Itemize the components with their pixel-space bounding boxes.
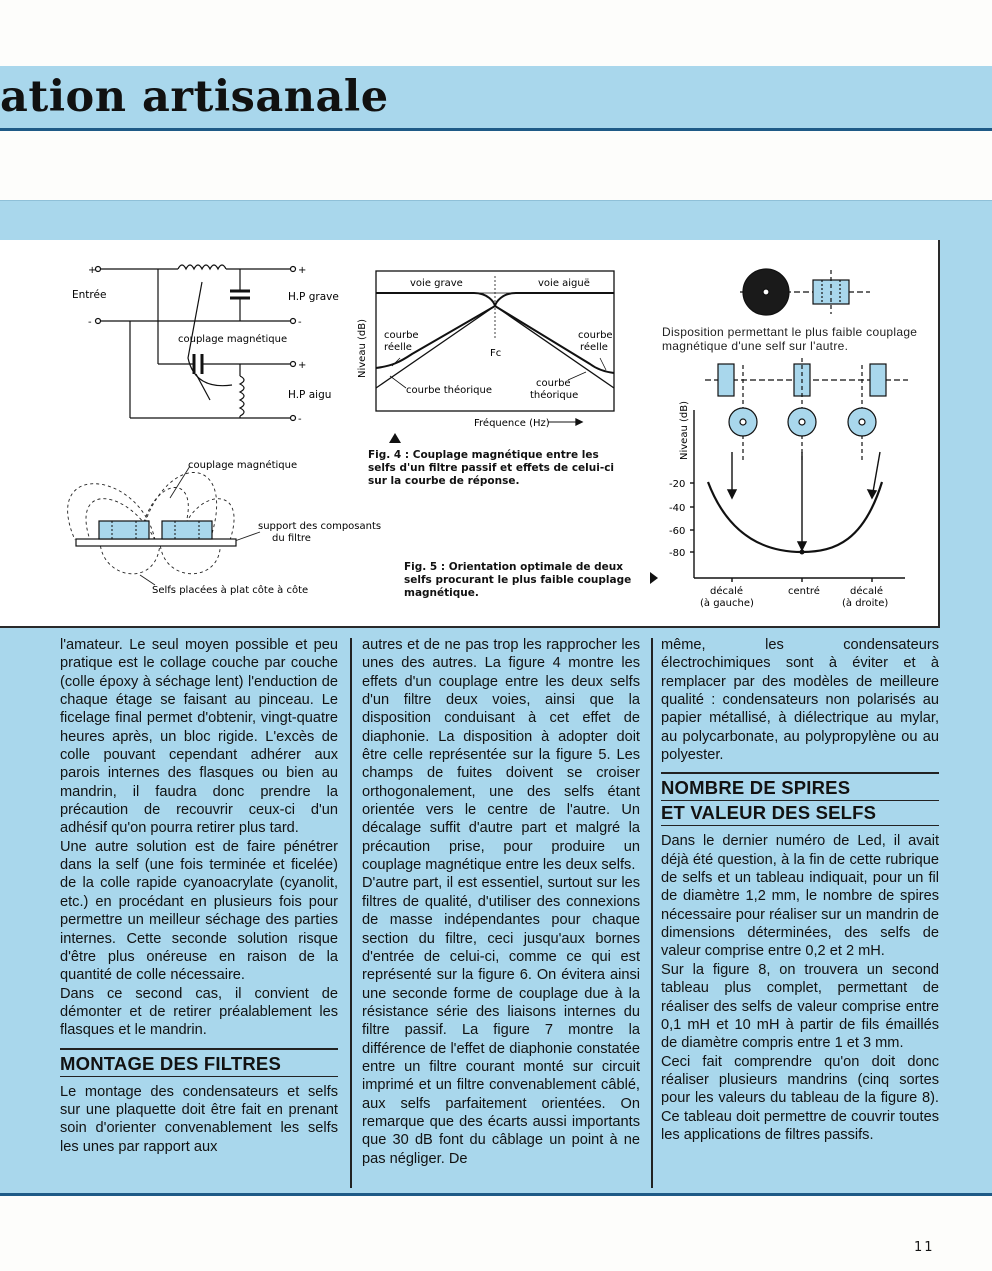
couplage-label-2: couplage magnétique	[188, 460, 298, 471]
fig5-xlabel-right-2: (à droite)	[842, 598, 889, 609]
col1-paragraph-1: l'amateur. Le seul moyen possible et peu pratique est le collage couche par couche (colle époxy à séchage lent) l'enduction de chaque étage se faisant au pinceau. Le ficelage final permet d'obtenir, vingt-quatre heures après, un bloc rigide. L'excès de colle pouvant cependant adhérer aux parois internes des flasques ou bien au mandrin, il faudra donc prendre la précaution de recouvrir ceux-ci d'un adhésif qu'on pourra retirer plus tard.	[60, 637, 338, 837]
entree-label: Entrée	[72, 289, 107, 301]
title-band	[0, 66, 992, 131]
voie-aigue-label: voie aiguë	[538, 278, 590, 289]
courbe-reelle-left-2: réelle	[384, 342, 412, 353]
fig5-pointer-arrow	[650, 572, 658, 584]
courbe-theorique-right-2: théorique	[530, 390, 579, 401]
col3-paragraph-3: Sur la figure 8, on trouvera un second tableau plus complet, permettant de réaliser des selfs de valeur comprise entre 0,1 mH et 10 mH à partir de fils émaillés de diamètre compris entre 1 et 3 mm.	[661, 961, 939, 1052]
fig5-tick-80: -80	[669, 548, 686, 559]
page-title: ation artisanale	[0, 72, 389, 122]
fig4-pointer-arrow	[389, 433, 401, 443]
col2-paragraph-1: autres et de ne pas trop les rapprocher les unes des autres. La figure 4 montre les effets d'un couplage entre les deux selfs d'un filtre deux voies, ainsi que la disposition conduisant à cet effet de diaphonie. La disposition à adopter doit être celle représentée sur la figure 5. Les champs de fuites doivent se croiser orthogonalement, une des selfs étant orientée vers le centre de l'autre. Un décalage suffit d'autre part et malgré la précaution prise, pour produire un couplage magnétique entre les deux selfs.	[362, 637, 640, 874]
plus-terminal-out-1: +	[298, 265, 307, 276]
courbe-reelle-right-2: réelle	[580, 342, 608, 353]
heading-line-2: ET VALEUR DES SELFS	[661, 800, 939, 825]
fig5-xlabel-left-2: (à gauche)	[700, 598, 754, 609]
page-number: 11	[914, 1240, 935, 1255]
fc-label: Fc	[490, 348, 502, 359]
coil-right	[162, 521, 212, 539]
minus-terminal-out-1: -	[298, 317, 302, 328]
fig5-disposition-text: Disposition permettant le plus faible couplage magnétique d'une self sur l'autre.	[662, 325, 918, 353]
courbe-theorique-right-1: courbe	[536, 378, 571, 389]
fig5-caption: Fig. 5 : Orientation optimale de deux selfs procurant le plus faible couplage magnétique.	[404, 561, 632, 599]
fig5-xlabel-center: centré	[788, 586, 820, 597]
plus-terminal-out-2: +	[298, 360, 307, 371]
fig4-xlabel: Fréquence (Hz)	[474, 418, 550, 429]
fig5-top-coils	[740, 269, 870, 315]
col2-paragraph-2: D'autre part, il est essentiel, surtout sur les filtres de qualité, d'utiliser des connexions de masse indépendantes pour chaque section du filtre, ceci jusqu'aux bornes d'entrée de celui-ci, comme ce qui est représenté sur la figure 6. On évitera ainsi une seconde forme de couplage due à la résistance série des liaisons internes du filtre passif. La figure 7 montre la différence de l'effet de diaphonie constatée entre un filtre courant monté sur circuit imprimé et un filtre convenablement câblé, aux selfs parfaitement orientées. On remarque que des écarts aussi importants que 30 dB font du câblage un point à ne pas négliger. De	[362, 875, 640, 1167]
fig5-tick-20: -20	[669, 479, 686, 490]
hp-grave-label: H.P grave	[288, 291, 339, 303]
support-label-1: support des composants	[258, 521, 382, 532]
fig5-xlabel-right-1: décalé	[850, 586, 884, 597]
courbe-reelle-right-1: courbe	[578, 330, 613, 341]
fig5-ylabel: Niveau (dB)	[679, 401, 690, 460]
fig5-coil-row	[705, 358, 908, 460]
support-label-2: du filtre	[272, 533, 311, 544]
fig5-tick-60: -60	[669, 526, 686, 537]
figure-panel	[0, 240, 940, 628]
fig5-tick-40: -40	[669, 503, 686, 514]
col1-paragraph-3: Dans ce second cas, il convient de démonter et de retirer préalablement les flasques et le mandrin.	[60, 985, 338, 1039]
col3-paragraph-4: Ceci fait comprendre qu'on doit donc réaliser plusieurs mandrins (cinq sortes pour les valeurs du tableau de la figure 8). Ce tableau doit permettre de couvrir toutes les applications de filtres passifs.	[661, 1053, 939, 1143]
col3-paragraph-1: même, les condensateurs électrochimiques sont à éviter et à remplacer par des modèles de meilleure qualité : condensateurs non polarisés au papier métallisé, à diélectrique au mylar, au polycarbonate, au polypropylène ou au polyester.	[661, 637, 939, 764]
voie-grave-label: voie grave	[410, 278, 463, 289]
column-rule-2	[651, 638, 653, 1188]
minus-terminal-out-2: -	[298, 414, 302, 425]
board	[76, 539, 236, 546]
col3-paragraph-2: Dans le dernier numéro de Led, il avait déjà été question, à la fin de cette rubrique de selfs et un tableau indiquait, pour un fil de diamètre 1,2 mm, le nombre de spires nécessaire pour réaliser sur un mandrin de dimensions déterminées, des selfs de valeur comprise entre 0,2 et 2 mH.	[661, 833, 939, 960]
text-column-1	[60, 636, 338, 1188]
heading-nombre-de-spires	[661, 772, 939, 826]
heading-montage-des-filtres: MONTAGE DES FILTRES	[60, 1048, 338, 1077]
minus-terminal-in: -	[88, 317, 92, 328]
couplage-label-1: couplage magnétique	[178, 334, 288, 345]
text-column-3	[661, 636, 939, 1188]
courbe-reelle-left-1: courbe	[384, 330, 419, 341]
selfs-caption: Selfs placées à plat côte à côte	[152, 585, 309, 596]
column-rule-1	[350, 638, 352, 1188]
fig4-caption: Fig. 4 : Couplage magnétique entre les selfs d'un filtre passif et effets de celui-ci sur la courbe de réponse.	[368, 449, 615, 487]
col1-paragraph-4: Le montage des condensateurs et selfs sur une plaquette doit être fait en prenant soin d'orienter convenablement les selfs les unes par rapport aux	[60, 1083, 338, 1155]
hp-aigu-label: H.P aigu	[288, 389, 332, 401]
coil-left	[99, 521, 149, 539]
heading-line-1: NOMBRE DE SPIRES	[661, 777, 851, 799]
col1-paragraph-2: Une autre solution est de faire pénétrer dans la self (une fois terminée et ficelée) de la colle rapide cyanoacrylate (cyanolit, etc.) en procédant en plusieurs fois pour permettre un meilleur séchage des parties internes. Cette seconde solution risque d'être plus onéreuse en raison de la quantité de colle nécessaire.	[60, 838, 338, 984]
plus-terminal-in: +	[88, 265, 97, 276]
courbe-theorique-left: courbe théorique	[406, 385, 493, 396]
fig4-ylabel: Niveau (dB)	[357, 319, 368, 378]
fig5-xlabel-left-1: décalé	[710, 586, 744, 597]
text-column-2	[362, 636, 640, 1188]
